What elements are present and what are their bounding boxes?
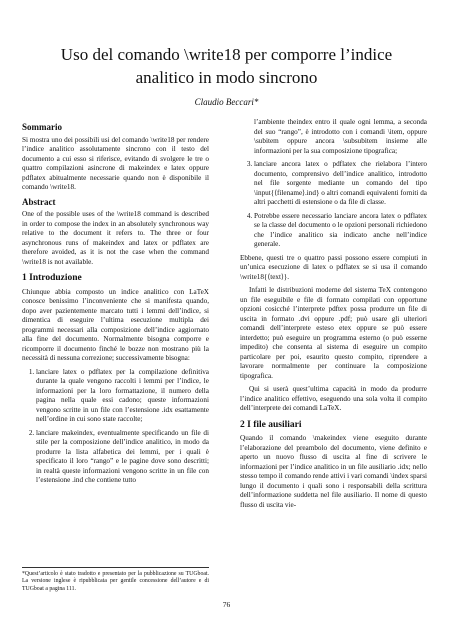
section-1-paragraph-2: Ebbene, questi tre o quattro passi possono essere compiuti in un’unica esecuzione di latex o pdflatex se si usa il comando \write18{⟨text⟩}. <box>240 253 427 281</box>
abstract-text: One of the possible uses of the \write18 command is described in order to compose the index in an absolutely synchronous way relative to the document it refers to. The three or four asynchronous runs of makeindex and latex or pdflatex are therefore avoided, as it is not the case when the command \write18 is not available. <box>22 210 209 266</box>
steps-list-continued <box>240 160 427 250</box>
right-column <box>240 118 427 514</box>
section-1-paragraph-3: Infatti le distribuzioni moderne del sistema TeX contengono un file eseguibile e file di formato compilati con opportune opzioni cosicché l’interprete pdftex possa produrre un file di uscita in formato .dvi oppure .pdf; può usare gli ulteriori comandi dell’interprete esteso etex oppure se può essere interdetto; può eseguire un programma esterno (o può esserne impedito) che consenta al sistema di eseguire un compito particolare per poi, esaurito questo compito, riprendere a lavorare normalmente per continuare la composizione tipografica. <box>240 286 427 380</box>
list-item: 4. Potrebbe essere necessario lanciare ancora latex o pdflatex se la classe del documento o le opzioni personali richiedono che l’indice analitico sia indicato anche nell’indice generale. <box>254 212 427 250</box>
page-number: 76 <box>222 600 231 609</box>
list-item: 3. lanciare ancora latex o pdflatex che rielabora l’intero documento, comprensivo dell’indice analitico, introdotto nel file sorgente mediante un comando del tipo \input{⟨filename⟩.ind} o altri comandi equivalenti forniti da altri pacchetti di estensione o da file di classe. <box>254 160 427 208</box>
list-item-continued: l’ambiente theindex entro il quale ogni lemma, a seconda del suo “rango”, è introdotto con i comandi \item, oppure \subitem oppure ancora \subsubitem insieme alle informazioni per la sua composizione tipografica; <box>254 118 427 155</box>
title-line-1: Uso del comando \write18 per comporre l’indice <box>60 45 393 64</box>
section-2-paragraph-1: Quando il comando \makeindex viene eseguito durante l’elaborazione del preambolo del documento, viene definito e aperto un nuovo flusso di uscita al fine di scrivere le informazioni per l’indice analitico in un file ausiliario .idx; nello stesso tempo il comando rende attivi i vari comandi \index sparsi lungo il documento i quali sono i responsabili della scrittura dell’informazione suddetta nel file ausiliario. Il nome di questo flusso di uscita vie- <box>240 434 427 509</box>
abstract-heading: Abstract <box>22 196 56 207</box>
author: Claudio Beccari* <box>194 97 259 107</box>
section-1-paragraph-4: Qui si userà quest’ultima capacità in modo da produrre l’indice analitico effettivo, eseguendo una sola volta il compito dell’interprete dei comandi LaTeX. <box>240 385 427 412</box>
steps-list <box>22 368 209 486</box>
list-item: 1. lanciare latex o pdflatex per la compilazione definitiva durante la quale vengono raccolti i lemmi per l’indice, le informazioni per la loro formattazione, il numero della pagina nella quale essi cadono; queste informazioni vengono scritte in un file con l’estensione .idx esattamente nell’ordine in cui sono state raccolte; <box>36 368 209 425</box>
section-1-heading: 1 Introduzione <box>22 273 82 283</box>
left-column <box>22 118 209 490</box>
footnote: *Quest’articolo è stato tradotto e presentato per la pubblicazione su TUGboat. La versione inglese è ripubblicata per gentile concessione dell’autore e di TUGboat a pagina 111. <box>22 567 209 593</box>
section-1-paragraph-1: Chiunque abbia composto un indice analitico con LaTeX conosce benissimo l’inconveniente che si manifesta quando, dopo aver pazientemente marcato tutti i lemmi dell’indice, si dimentica di eseguire l’ultima esecuzione multipla dei programmi necessari alla composizione dell’indice aggiornato alla fine del documento. Normalmente bisogna comporre e ricomporre il documento finché le bozze non mostrano più la necessità di nessuna correzione; successivamente bisogna: <box>22 287 209 362</box>
list-item: 2. lanciare makeindex, eventualmente specificando un file di stile per la composizione dell’indice analitico, in modo da produrre la lista alfabetica dei lemmi, per i quali è specificato il loro “rango” e le pagine dove sono descritti; in realtà queste informazioni vengono scritte in un file con l’estensione .ind che contiene tutto <box>36 429 209 486</box>
title-line-2: analitico in modo sincrono <box>135 68 318 87</box>
sommario-text: Si mostra uno dei possibili usi del comando \write18 per rendere l’indice analitico assolutamente sincrono con il testo del documento a cui esso si riferisce, evitando di svolgere le tre o quattro compilazioni asincrone di makeindex e latex oppure pdflatex abitualmente necessarie quando non è disponibile il comando \write18. <box>22 135 209 191</box>
page-title <box>30 43 423 89</box>
section-2-heading: 2 I file ausiliari <box>240 419 302 430</box>
sommario-heading: Sommario <box>22 122 62 132</box>
